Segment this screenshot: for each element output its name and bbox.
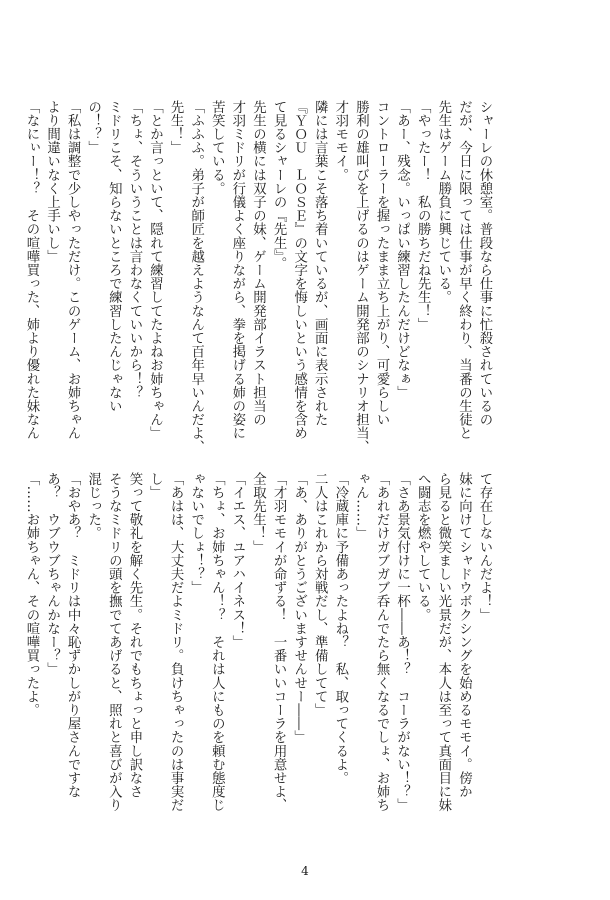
text-block-bottom — [23, 472, 494, 812]
text-line: コントローラーを握ったまま立ち上がり、可愛らしい — [374, 100, 390, 427]
text-line: 先生の横には双子の妹、ゲーム開発部イラスト担当の — [250, 100, 266, 427]
text-line: 才羽ミドリが行儀よく座りながら、拳を掲げる姉の姿に — [229, 100, 245, 440]
text-line: 「あはは、大丈夫だよミドリ。負けちゃったのは事実だ — [168, 472, 184, 812]
text-line: 「おやあ？ ミドリは中々恥ずかしがり屋さんですな — [65, 472, 81, 799]
text-line: ら見ると微笑ましい光景だが、本人は至って真面目に妹 — [435, 472, 451, 812]
text-line: て存在しないんだよ！」 — [477, 472, 492, 622]
text-line: 混じった。 — [85, 472, 101, 540]
text-line: ゃん……」 — [353, 472, 369, 540]
text-line: 「ちょ、そういうことは言わなくていいから！？ — [126, 100, 142, 400]
text-line: より間違いなく上手いし」 — [44, 100, 60, 264]
text-line: し」 — [147, 472, 163, 500]
text-line: 二人はこれから対戦だし、準備してて」 — [312, 472, 328, 717]
text-line: 「私は調整で少しやっただけ。このゲーム、お姉ちゃん — [65, 100, 81, 440]
text-line: へ闘志を燃やしている。 — [415, 472, 431, 622]
text-line: 『ＹＯＵ ＬＯＳＥ』の文字を悔しいという感情を含め — [291, 100, 307, 440]
text-line: そうなミドリの頭を撫でてあげると、照れと喜びが入り — [106, 472, 122, 812]
text-line: 苦笑している。 — [209, 100, 225, 196]
text-line: シャーレの休憩室。普段なら仕事に忙殺されているの — [477, 100, 492, 427]
text-line: 「やったー！ 私の勝ちだね先生！」 — [415, 100, 431, 332]
text-line: の！？」 — [85, 100, 101, 155]
text-line: 「冷蔵庫に予備あったよね？ 私、取ってくるよ。 — [332, 472, 348, 785]
text-line: 全取先生！」 — [250, 472, 266, 554]
page-number: 4 — [301, 864, 309, 878]
text-line: 笑って敬礼を解く先生。それでもちょっと申し訳なさ — [126, 472, 142, 799]
text-line: 妹に向けてシャドウボクシングを始めるモモイ。傍か — [456, 472, 472, 799]
text-line: 勝利の雄叫びを上げるのはゲーム開発部のシナリオ担当、 — [353, 100, 369, 454]
text-line: 「あ、ありがとうございますせんせー――」 — [291, 472, 307, 744]
text-line: 隣には言葉こそ落ち着いているが、画面に表示された — [312, 100, 328, 427]
text-line: 「ちょ、お姉ちゃん！？ それは人にものを頼む態度じ — [209, 472, 225, 812]
text-line: 「あれだけガブガブ呑んでたら無くなるでしょ、お姉ち — [374, 472, 390, 812]
text-line: 「なにぃー！？ その喧嘩買った、姉より優れた妹なん — [23, 100, 39, 440]
text-line: 「……お姉ちゃん、その喧嘩買ったよ。 — [23, 472, 39, 717]
text-line: ミドリこそ、知らないところで練習したんじゃない — [106, 100, 122, 413]
text-line: 「さあ景気付けに一杯――あ！？ コーラがない！？」 — [394, 472, 410, 812]
text-line: あ？ ウブウブちゃんかなー？」 — [44, 472, 60, 676]
text-line: 先生はゲーム勝負に興じている。 — [435, 100, 451, 304]
text-line: ゃないでしょ！？」 — [188, 472, 204, 595]
text-line: 「ふふふ。弟子が師匠を越えようなんて百年早いんだよ、 — [188, 100, 204, 454]
text-line: 才羽モモイ。 — [332, 100, 348, 182]
text-line: 「才羽モモイが命ずる！ 一番いいコーラを用意せよ、 — [271, 472, 287, 812]
text-line: 先生！」 — [168, 100, 184, 155]
text-line: 「イエス、ユアハイネス！」 — [229, 472, 245, 649]
text-line: だが、今日に限っては仕事が早く終わり、当番の生徒と — [456, 100, 472, 440]
text-line: 「あー、残念。いっぱい練習したんだけどなぁ」 — [394, 100, 410, 400]
text-block-top — [23, 100, 494, 454]
text-line: て見るシャーレの『先生』。 — [271, 100, 287, 271]
text-line: 「とか言っといて、隠れて練習してたよねお姉ちゃん」 — [147, 100, 163, 440]
